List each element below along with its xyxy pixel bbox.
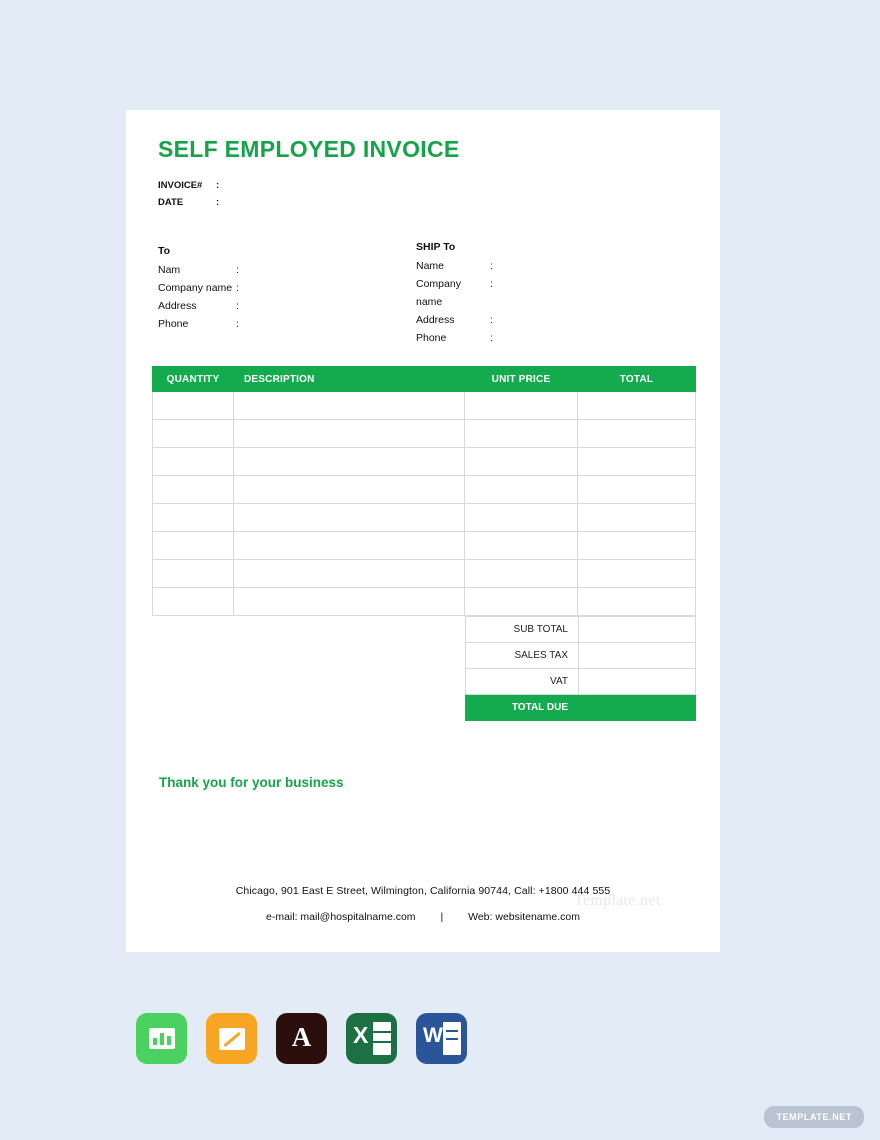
cell-unit-price[interactable] <box>465 532 578 560</box>
numbers-icon-glyph <box>136 1013 187 1064</box>
table-row[interactable] <box>153 448 696 476</box>
ship-to-phone-label: Phone <box>416 332 447 344</box>
pages-icon-glyph <box>206 1013 257 1064</box>
column-header-unit-price: UNIT PRICE <box>465 367 578 392</box>
bill-to-name-row <box>158 261 306 279</box>
pdf-icon[interactable] <box>276 1013 327 1064</box>
ship-to-name-value[interactable] <box>500 257 560 275</box>
cell-quantity[interactable] <box>153 560 234 588</box>
bill-to-phone-value[interactable] <box>246 315 306 333</box>
cell-description[interactable] <box>234 504 465 532</box>
cell-description[interactable] <box>234 560 465 588</box>
sales-tax-label: SALES TAX <box>466 643 579 669</box>
cell-description[interactable] <box>234 448 465 476</box>
sub-total-label: SUB TOTAL <box>466 617 579 643</box>
invoice-number-colon: : <box>216 180 220 191</box>
bill-to-name-colon: : <box>236 264 239 276</box>
excel-sheet-shape <box>373 1022 391 1055</box>
cell-total[interactable] <box>578 448 696 476</box>
invoice-number-value[interactable] <box>226 177 316 194</box>
column-header-description: DESCRIPTION <box>234 367 465 392</box>
acrobat-a-shape: A <box>291 1022 312 1052</box>
cell-quantity[interactable] <box>153 448 234 476</box>
pencil-sheet-shape <box>219 1028 245 1050</box>
summary-row-vat <box>466 669 696 695</box>
invoice-date-label: DATE <box>158 197 184 208</box>
ship-to-name-row <box>416 257 560 275</box>
ship-to-name-colon: : <box>490 260 493 272</box>
thank-you-note: Thank you for your business <box>159 775 344 790</box>
cell-total[interactable] <box>578 504 696 532</box>
footer-separator: | <box>440 911 444 923</box>
bill-to-company-row <box>158 279 306 297</box>
word-w-shape: W <box>423 1024 443 1047</box>
total-due-label: TOTAL DUE <box>466 695 579 721</box>
table-row[interactable] <box>153 532 696 560</box>
table-row[interactable] <box>153 504 696 532</box>
line-items-table <box>152 366 696 616</box>
cell-total[interactable] <box>578 532 696 560</box>
ship-to-company-value[interactable] <box>500 275 560 311</box>
cell-unit-price[interactable] <box>465 448 578 476</box>
invoice-number-row <box>158 177 316 194</box>
cell-unit-price[interactable] <box>465 504 578 532</box>
bill-to-heading: To <box>158 245 171 257</box>
ship-to-phone-row <box>416 329 560 347</box>
cell-quantity[interactable] <box>153 532 234 560</box>
column-header-quantity: QUANTITY <box>153 367 234 392</box>
cell-description[interactable] <box>234 476 465 504</box>
invoice-number-label: INVOICE# <box>158 180 203 191</box>
vat-label: VAT <box>466 669 579 695</box>
invoice-document <box>126 110 720 952</box>
cell-description[interactable] <box>234 588 465 616</box>
summary-row-total-due <box>466 695 696 721</box>
vat-value[interactable] <box>579 669 696 695</box>
ship-to-company-colon: : <box>490 278 493 290</box>
bill-to-name-value[interactable] <box>246 261 306 279</box>
footer-website: Web: websitename.com <box>468 911 580 923</box>
cell-total[interactable] <box>578 476 696 504</box>
table-row[interactable] <box>153 588 696 616</box>
total-due-value[interactable] <box>579 695 696 721</box>
footer-contact-line <box>126 904 720 930</box>
invoice-date-row <box>158 194 316 211</box>
invoice-meta-block <box>158 177 316 211</box>
cell-unit-price[interactable] <box>465 420 578 448</box>
bill-to-phone-row <box>158 315 306 333</box>
ship-to-address-label: Address <box>416 314 455 326</box>
ship-to-block <box>416 238 560 347</box>
cell-quantity[interactable] <box>153 588 234 616</box>
cell-total[interactable] <box>578 588 696 616</box>
ship-to-company-row <box>416 275 560 311</box>
sales-tax-value[interactable] <box>579 643 696 669</box>
bill-to-company-label: Company name <box>158 282 233 294</box>
table-header-row <box>153 367 696 392</box>
numbers-icon[interactable] <box>136 1013 187 1064</box>
cell-total[interactable] <box>578 560 696 588</box>
summary-row-sub-total <box>466 617 696 643</box>
ship-to-name-label: Name <box>416 260 445 272</box>
cell-unit-price[interactable] <box>465 560 578 588</box>
ship-to-company-label: Company name <box>416 278 461 308</box>
bill-to-address-value[interactable] <box>246 297 306 315</box>
bill-to-block <box>158 242 306 333</box>
bill-to-phone-label: Phone <box>158 318 189 330</box>
watermark-text: Template.net <box>574 892 661 909</box>
cell-total[interactable] <box>578 392 696 420</box>
ship-to-heading: SHIP To <box>416 241 456 253</box>
table-row[interactable] <box>153 420 696 448</box>
cell-unit-price[interactable] <box>465 476 578 504</box>
cell-total[interactable] <box>578 420 696 448</box>
document-footer <box>126 878 720 930</box>
cell-quantity[interactable] <box>153 504 234 532</box>
word-page-shape <box>443 1022 461 1055</box>
ship-to-address-row <box>416 311 560 329</box>
cell-description[interactable] <box>234 392 465 420</box>
cell-description[interactable] <box>234 420 465 448</box>
excel-x-shape: X <box>353 1022 369 1048</box>
bill-to-company-value[interactable] <box>246 279 306 297</box>
cell-unit-price[interactable] <box>465 392 578 420</box>
excel-icon[interactable] <box>346 1013 397 1064</box>
table-row[interactable] <box>153 392 696 420</box>
cell-unit-price[interactable] <box>465 588 578 616</box>
summary-row-sales-tax <box>466 643 696 669</box>
ship-to-address-colon: : <box>490 314 493 326</box>
invoice-date-colon: : <box>216 197 220 208</box>
footer-address-line: Chicago, 901 East E Street, Wilmington, California 90744, Call: +1800 444 555 <box>235 885 611 897</box>
column-header-total: TOTAL <box>578 367 696 392</box>
table-row[interactable] <box>153 476 696 504</box>
bill-to-address-label: Address <box>158 300 197 312</box>
bill-to-company-colon: : <box>236 282 239 294</box>
ship-to-phone-value[interactable] <box>500 329 560 347</box>
ship-to-address-value[interactable] <box>500 311 560 329</box>
bar-chart-shape <box>149 1028 175 1049</box>
cell-quantity[interactable] <box>153 420 234 448</box>
pdf-icon-glyph <box>276 1013 327 1064</box>
table-row[interactable] <box>153 560 696 588</box>
cell-quantity[interactable] <box>153 476 234 504</box>
bill-to-phone-colon: : <box>236 318 239 330</box>
invoice-date-value[interactable] <box>226 194 316 211</box>
file-format-icon-row <box>136 1013 467 1064</box>
bill-to-address-row <box>158 297 306 315</box>
ship-to-phone-colon: : <box>490 332 493 344</box>
word-icon[interactable] <box>416 1013 467 1064</box>
cell-quantity[interactable] <box>153 392 234 420</box>
bill-to-address-colon: : <box>236 300 239 312</box>
footer-email: e-mail: mail@hospitalname.com <box>266 911 416 923</box>
page-title: SELF EMPLOYED INVOICE <box>158 136 460 162</box>
status-badge: TEMPLATE.NET <box>764 1106 864 1128</box>
sub-total-value[interactable] <box>579 617 696 643</box>
bill-to-name-label: Nam <box>158 264 181 276</box>
cell-description[interactable] <box>234 532 465 560</box>
summary-totals-table <box>465 616 696 721</box>
pages-icon[interactable] <box>206 1013 257 1064</box>
